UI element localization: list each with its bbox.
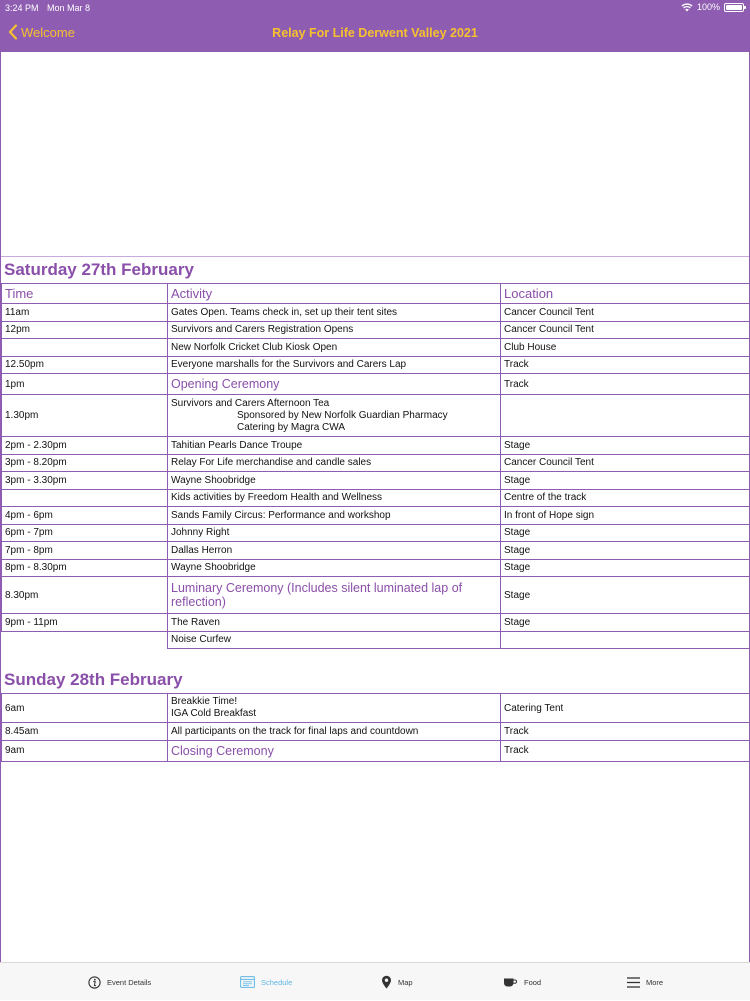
activity-cell: Everyone marshalls for the Survivors and Carers Lap (168, 356, 501, 374)
time-cell (2, 489, 168, 507)
tab-schedule[interactable] (240, 963, 292, 1001)
time-cell: 6pm - 7pm (2, 524, 168, 542)
time-cell: 8.30pm (2, 577, 168, 614)
tab-more[interactable] (627, 963, 663, 1001)
activity-cell: Luminary Ceremony (Includes silent luminated lap of reflection) (168, 577, 501, 614)
table-row (2, 304, 750, 322)
activity-cell: Tahitian Pearls Dance Troupe (168, 437, 501, 455)
time-cell: 9pm - 11pm (2, 614, 168, 632)
time-cell: 8pm - 8.30pm (2, 559, 168, 577)
activity-cell: Noise Curfew (168, 631, 501, 649)
table-row (2, 694, 750, 723)
table-row (2, 472, 750, 490)
table-row (2, 524, 750, 542)
time-cell: 3pm - 8.20pm (2, 454, 168, 472)
activity-cell: Opening Ceremony (168, 374, 501, 395)
page-title: Relay For Life Derwent Valley 2021 (0, 26, 750, 40)
table-row (2, 723, 750, 741)
battery-level (726, 5, 742, 10)
location-cell: Cancer Council Tent (501, 321, 750, 339)
time-cell: 2pm - 2.30pm (2, 437, 168, 455)
status-bar (0, 0, 750, 14)
table-row (2, 339, 750, 357)
wifi-icon (681, 3, 693, 12)
activity-line: IGA Cold Breakfast (171, 708, 497, 720)
schedule-table-saturday (1, 283, 750, 649)
tab-label: Event Details (107, 978, 151, 987)
activity-cell: The Raven (168, 614, 501, 632)
activity-cell (168, 694, 501, 723)
location-cell: Stage (501, 437, 750, 455)
location-cell: Stage (501, 524, 750, 542)
table-row (2, 631, 750, 649)
time-cell: 12pm (2, 321, 168, 339)
activity-cell: Johnny Right (168, 524, 501, 542)
table-row (2, 356, 750, 374)
activity-cell: Gates Open. Teams check in, set up their tent sites (168, 304, 501, 322)
section-gap (1, 649, 749, 667)
activity-cell: Sands Family Circus: Performance and workshop (168, 507, 501, 525)
activity-cell: Wayne Shoobridge (168, 472, 501, 490)
time-cell: 1pm (2, 374, 168, 395)
location-cell: Track (501, 723, 750, 741)
location-cell: Track (501, 374, 750, 395)
battery-percent: 100% (697, 2, 720, 12)
time-cell: 9am (2, 740, 168, 761)
table-row (2, 542, 750, 560)
tab-food[interactable] (503, 963, 541, 1001)
table-row (2, 454, 750, 472)
map-pin-icon (381, 975, 392, 989)
time-cell: 6am (2, 694, 168, 723)
location-cell (501, 395, 750, 437)
column-header-location: Location (501, 284, 750, 304)
activity-cell: Kids activities by Freedom Health and Wellness (168, 489, 501, 507)
time-cell: 3pm - 3.30pm (2, 472, 168, 490)
table-row (2, 437, 750, 455)
location-cell: Club House (501, 339, 750, 357)
day-title-sunday: Sunday 28th February (1, 667, 749, 693)
day-title-saturday: Saturday 27th February (1, 257, 749, 283)
table-row (2, 740, 750, 761)
location-cell: Stage (501, 614, 750, 632)
time-cell: 7pm - 8pm (2, 542, 168, 560)
table-row (2, 507, 750, 525)
table-row (2, 395, 750, 437)
info-icon (88, 976, 101, 989)
activity-cell: Survivors and Carers Registration Opens (168, 321, 501, 339)
time-cell (2, 339, 168, 357)
activity-cell: New Norfolk Cricket Club Kiosk Open (168, 339, 501, 357)
time-cell: 4pm - 6pm (2, 507, 168, 525)
activity-line: Sponsored by New Norfolk Guardian Pharmacy (171, 410, 497, 422)
location-cell: In front of Hope sign (501, 507, 750, 525)
navigation-bar (0, 0, 750, 52)
location-cell: Track (501, 356, 750, 374)
time-cell: 1.30pm (2, 395, 168, 437)
battery-icon (724, 3, 744, 12)
activity-line: Survivors and Carers Afternoon Tea (171, 398, 497, 410)
time-cell (2, 631, 168, 649)
location-cell: Stage (501, 577, 750, 614)
table-row (2, 321, 750, 339)
table-row (2, 577, 750, 614)
tab-bar (0, 962, 750, 1000)
schedule-content[interactable] (0, 52, 750, 962)
location-cell: Stage (501, 559, 750, 577)
location-cell: Track (501, 740, 750, 761)
time-cell: 12.50pm (2, 356, 168, 374)
location-cell: Stage (501, 542, 750, 560)
activity-cell (168, 395, 501, 437)
tab-label: Food (524, 978, 541, 987)
activity-line: Catering by Magra CWA (171, 422, 497, 434)
activity-cell: All participants on the track for final laps and countdown (168, 723, 501, 741)
tab-event-details[interactable] (88, 963, 151, 1001)
table-row (2, 614, 750, 632)
status-indicators (681, 2, 744, 12)
table-header-row (2, 284, 750, 304)
more-icon (627, 977, 640, 988)
activity-cell: Relay For Life merchandise and candle sales (168, 454, 501, 472)
activity-cell: Closing Ceremony (168, 740, 501, 761)
location-cell (501, 631, 750, 649)
table-row (2, 559, 750, 577)
time-cell: 8.45am (2, 723, 168, 741)
column-header-time: Time (2, 284, 168, 304)
time-cell: 11am (2, 304, 168, 322)
back-label: Welcome (21, 25, 75, 40)
location-cell: Cancer Council Tent (501, 304, 750, 322)
activity-line: Breakkie Time! (171, 696, 497, 708)
banner-area (1, 52, 749, 257)
location-cell: Centre of the track (501, 489, 750, 507)
table-row (2, 374, 750, 395)
schedule-table-sunday (1, 693, 750, 762)
status-date: Mon Mar 8 (47, 3, 90, 13)
tab-label: Schedule (261, 978, 292, 987)
status-time: 3:24 PM (5, 3, 39, 13)
calendar-icon (240, 976, 255, 988)
column-header-activity: Activity (168, 284, 501, 304)
tab-label: Map (398, 978, 413, 987)
tab-label: More (646, 978, 663, 987)
table-row (2, 489, 750, 507)
location-cell: Stage (501, 472, 750, 490)
coffee-icon (503, 977, 518, 988)
activity-cell: Wayne Shoobridge (168, 559, 501, 577)
location-cell: Catering Tent (501, 694, 750, 723)
tab-map[interactable] (381, 963, 413, 1001)
activity-cell: Dallas Herron (168, 542, 501, 560)
location-cell: Cancer Council Tent (501, 454, 750, 472)
